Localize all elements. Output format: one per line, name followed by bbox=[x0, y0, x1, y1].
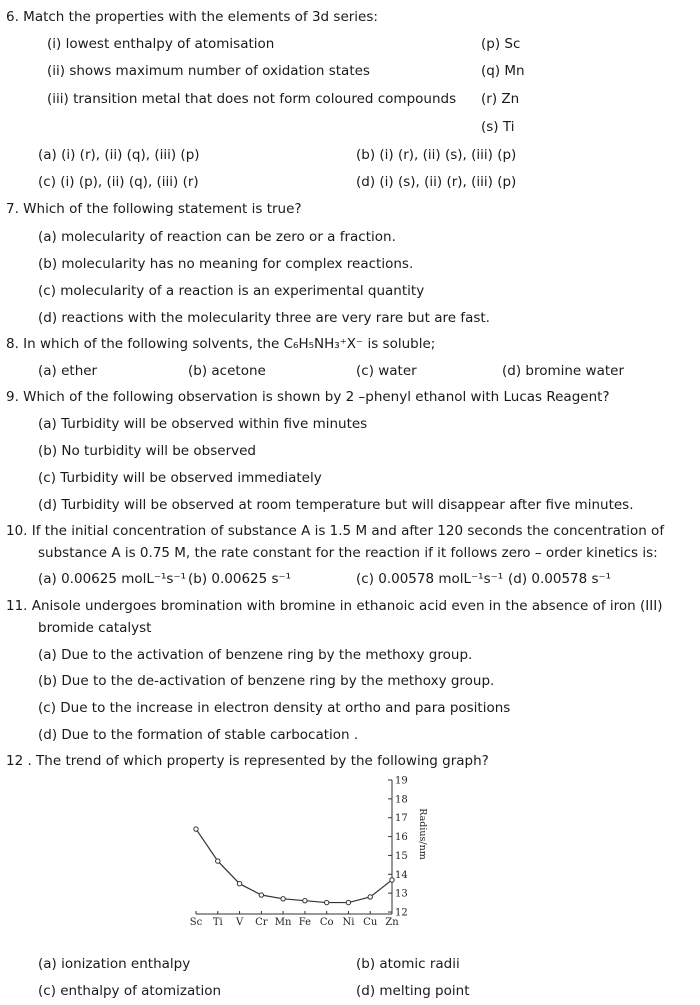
data-point-ni bbox=[346, 900, 350, 904]
q12-option-a: (a) ionization enthalpy bbox=[38, 956, 191, 972]
q7-option-c: (c) molecularity of a reaction is an experimental quantity bbox=[38, 283, 425, 299]
q12-stem: 12 . The trend of which property is represented by the following graph? bbox=[6, 753, 489, 769]
q6-option-a: (a) (i) (r), (ii) (q), (iii) (p) bbox=[38, 147, 200, 163]
q8-stem: 8. In which of the following solvents, the C₆H₅NH₃⁺X⁻ is soluble; bbox=[6, 336, 436, 352]
x-tick-label: Zn bbox=[385, 917, 399, 928]
q6-prop-1: (i) lowest enthalpy of atomisation bbox=[47, 36, 275, 52]
q10-stem-line-1: 10. If the initial concentration of substance A is 1.5 M and after 120 seconds the concentration of bbox=[6, 523, 665, 539]
q6-prop-2: (ii) shows maximum number of oxidation states bbox=[47, 63, 370, 79]
q11-stem-line-2: bromide catalyst bbox=[38, 620, 152, 636]
y-tick-label: 19 bbox=[395, 775, 408, 787]
x-tick-label: Fe bbox=[298, 917, 312, 928]
data-point-co bbox=[324, 900, 328, 904]
q9-stem: 9. Which of the following observation is shown by 2 –phenyl ethanol with Lucas Reagent? bbox=[6, 389, 610, 405]
data-point-cr bbox=[259, 893, 263, 897]
q12-option-b: (b) atomic radii bbox=[356, 956, 460, 972]
y-tick-label: 16 bbox=[395, 832, 408, 844]
q6-element-r: (r) Zn bbox=[481, 91, 520, 107]
q8-option-d: (d) bromine water bbox=[502, 363, 624, 379]
q10-option-c: (c) 0.00578 molL⁻¹s⁻¹ bbox=[356, 571, 504, 587]
x-tick-label: Cr bbox=[255, 917, 268, 928]
q9-option-c: (c) Turbidity will be observed immediately bbox=[38, 470, 322, 486]
q11-option-d: (d) Due to the formation of stable carbocation . bbox=[38, 727, 359, 743]
x-tick-label: Sc bbox=[189, 917, 203, 928]
y-tick-label: 13 bbox=[395, 888, 408, 900]
x-tick-label: V bbox=[235, 917, 244, 928]
q8-option-a: (a) ether bbox=[38, 363, 98, 379]
x-tick-label: Mn bbox=[274, 917, 292, 928]
data-point-fe bbox=[303, 898, 307, 902]
q8-option-b: (b) acetone bbox=[188, 363, 266, 379]
y-tick-label: 15 bbox=[395, 850, 408, 862]
y-tick-label: 17 bbox=[395, 813, 408, 825]
q12-option-c: (c) enthalpy of atomization bbox=[38, 983, 222, 999]
q11-option-b: (b) Due to the de-activation of benzene ring by the methoxy group. bbox=[38, 673, 495, 689]
data-point-v bbox=[237, 882, 241, 886]
data-point-mn bbox=[281, 897, 285, 901]
q12-option-d: (d) melting point bbox=[356, 983, 470, 999]
q9-option-b: (b) No turbidity will be observed bbox=[38, 443, 256, 459]
q6-option-b: (b) (i) (r), (ii) (s), (iii) (p) bbox=[356, 147, 517, 163]
x-tick-label: Co bbox=[319, 917, 334, 928]
data-point-sc bbox=[194, 827, 198, 831]
q10-stem-line-2: substance A is 0.75 M, the rate constant for the reaction if it follows zero – order kinetics is: bbox=[38, 545, 658, 561]
q10-option-a: (a) 0.00625 molL⁻¹s⁻¹ bbox=[38, 571, 187, 587]
x-tick-label: Ni bbox=[342, 917, 355, 928]
q9-option-a: (a) Turbidity will be observed within five minutes bbox=[38, 416, 368, 432]
q6-element-q: (q) Mn bbox=[481, 63, 525, 79]
y-tick-label: 18 bbox=[395, 794, 408, 806]
q11-option-c: (c) Due to the increase in electron density at ortho and para positions bbox=[38, 700, 511, 716]
data-point-zn bbox=[390, 878, 394, 882]
q7-option-d: (d) reactions with the molecularity three are very rare but are fast. bbox=[38, 310, 490, 326]
q9-option-d: (d) Turbidity will be observed at room temperature but will disappear after five minutes. bbox=[38, 497, 634, 513]
q11-stem-line-1: 11. Anisole undergoes bromination with bromine in ethanoic acid even in the absence of iron (III) bbox=[6, 598, 663, 614]
q6-option-d: (d) (i) (s), (ii) (r), (iii) (p) bbox=[356, 174, 517, 190]
q6-prop-3: (iii) transition metal that does not form coloured compounds bbox=[47, 91, 457, 107]
q11-option-a: (a) Due to the activation of benzene ring by the methoxy group. bbox=[38, 647, 473, 663]
x-tick-label: Ti bbox=[212, 917, 223, 928]
q7-stem: 7. Which of the following statement is true? bbox=[6, 201, 302, 217]
q7-option-a: (a) molecularity of reaction can be zero or a fraction. bbox=[38, 229, 396, 245]
data-point-cu bbox=[368, 895, 372, 899]
q7-option-b: (b) molecularity has no meaning for complex reactions. bbox=[38, 256, 414, 272]
x-tick-label: Cu bbox=[363, 917, 378, 928]
q6-stem: 6. Match the properties with the elements of 3d series: bbox=[6, 9, 378, 25]
q6-element-p: (p) Sc bbox=[481, 36, 521, 52]
y-axis-label: Radius/nm bbox=[417, 808, 428, 860]
q6-option-c: (c) (i) (p), (ii) (q), (iii) (r) bbox=[38, 174, 199, 190]
series-line bbox=[196, 829, 392, 903]
q8-option-c: (c) water bbox=[356, 363, 417, 379]
y-tick-label: 14 bbox=[395, 869, 408, 881]
q6-element-s: (s) Ti bbox=[481, 119, 515, 135]
q10-option-b: (b) 0.00625 s⁻¹ bbox=[188, 571, 292, 587]
q10-option-d: (d) 0.00578 s⁻¹ bbox=[508, 571, 612, 587]
y-tick-label: 12 bbox=[395, 907, 408, 919]
atomic-radius-graph bbox=[180, 774, 430, 932]
data-point-ti bbox=[216, 859, 220, 863]
